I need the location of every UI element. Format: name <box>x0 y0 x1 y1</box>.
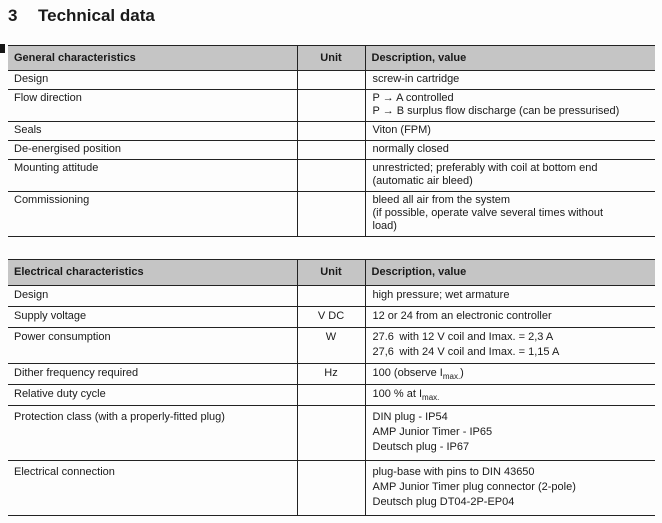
description-line: (automatic air bleed) <box>372 175 473 187</box>
row-description <box>365 90 655 122</box>
row-label: Electrical connection <box>8 461 297 516</box>
row-label: Power consumption <box>8 328 297 364</box>
row-label: Design <box>8 71 297 90</box>
table-header-unit: Unit <box>297 46 365 71</box>
row-unit <box>297 385 365 406</box>
table-row <box>8 364 655 385</box>
description-line: plug-base with pins to DIN 43650 <box>372 466 535 478</box>
row-label: Seals <box>8 122 297 141</box>
description-line: Deutsch plug - IP67 <box>372 441 470 453</box>
description-line: bleed all air from the system <box>372 194 511 206</box>
table-header-description: Description, value <box>365 46 655 71</box>
table-row <box>8 71 655 90</box>
section-title-text: Technical data <box>38 6 155 25</box>
row-unit <box>297 406 365 461</box>
row-label: Mounting attitude <box>8 160 297 192</box>
table-row <box>8 90 655 122</box>
row-description <box>365 192 655 237</box>
row-label: Dither frequency required <box>8 364 297 385</box>
row-unit <box>297 141 365 160</box>
row-label: Protection class (with a properly-fitted plug) <box>8 406 297 461</box>
row-unit: W <box>297 328 365 364</box>
table-header-characteristics: Electrical characteristics <box>8 260 297 286</box>
row-unit <box>297 192 365 237</box>
description-line: 27,6 with 24 V coil and Imax. = 1,15 A <box>372 346 560 358</box>
row-unit <box>297 122 365 141</box>
row-description <box>365 406 655 461</box>
table-row <box>8 385 655 406</box>
description-line: screw-in cartridge <box>372 73 460 85</box>
tables-container <box>8 45 662 516</box>
row-label: Supply voltage <box>8 307 297 328</box>
row-description <box>365 461 655 516</box>
description-line: 12 or 24 from an electronic controller <box>372 310 552 322</box>
row-label: Relative duty cycle <box>8 385 297 406</box>
table-row <box>8 328 655 364</box>
description-line: 100 % at $I_{max.}$ <box>372 388 440 403</box>
row-unit: Hz <box>297 364 365 385</box>
section-title <box>0 0 662 26</box>
row-description <box>365 141 655 160</box>
section-number: 3 <box>8 6 18 25</box>
row-unit <box>297 461 365 516</box>
spec-table <box>8 45 655 237</box>
description-line: AMP Junior Timer plug connector (2-pole) <box>372 481 576 493</box>
row-label: Commissioning <box>8 192 297 237</box>
table-row <box>8 461 655 516</box>
description-line: (if possible, operate valve several times without <box>372 207 603 219</box>
row-unit: V DC <box>297 307 365 328</box>
row-label: Design <box>8 286 297 307</box>
row-description <box>365 286 655 307</box>
table-row <box>8 307 655 328</box>
table-row <box>8 160 655 192</box>
description-line: high pressure; wet armature <box>372 289 510 301</box>
row-unit <box>297 286 365 307</box>
row-description <box>365 307 655 328</box>
table-row <box>8 122 655 141</box>
description-line: Viton (FPM) <box>372 124 431 136</box>
description-line: normally closed <box>372 143 449 155</box>
table-header-row <box>8 46 655 71</box>
table-row <box>8 141 655 160</box>
table-header-row <box>8 260 655 286</box>
description-line: 27.6 with 12 V coil and Imax. = 2,3 A <box>372 331 554 343</box>
table-header-description: Description, value <box>365 260 655 286</box>
table-row <box>8 192 655 237</box>
description-line: load) <box>372 220 397 232</box>
row-description <box>365 122 655 141</box>
row-unit <box>297 71 365 90</box>
row-label: Flow direction <box>8 90 297 122</box>
description-line: Deutsch plug DT04-2P-EP04 <box>372 496 515 508</box>
table-row <box>8 286 655 307</box>
description-line: AMP Junior Timer - IP65 <box>372 426 493 438</box>
row-label: De-energised position <box>8 141 297 160</box>
table-header-characteristics: General characteristics <box>8 46 297 71</box>
description-line: DIN plug - IP54 <box>372 411 448 423</box>
description-line: P → B surplus flow discharge (can be pressurised) <box>372 105 620 117</box>
subscript-text: max. <box>422 393 440 403</box>
description-line: P → A controlled <box>372 92 454 104</box>
description-line: unrestricted; preferably with coil at bottom end <box>372 162 598 174</box>
row-description <box>365 71 655 90</box>
table-header-unit: Unit <box>297 260 365 286</box>
subscript-text: max. <box>442 372 461 382</box>
spec-table <box>8 259 655 516</box>
row-unit <box>297 90 365 122</box>
row-description <box>365 364 655 385</box>
row-description <box>365 160 655 192</box>
row-description <box>365 328 655 364</box>
table-row <box>8 406 655 461</box>
row-description <box>365 385 655 406</box>
scan-artifact <box>0 44 5 53</box>
row-unit <box>297 160 365 192</box>
description-line: 100 (observe $I_{max.}$) <box>372 367 464 382</box>
